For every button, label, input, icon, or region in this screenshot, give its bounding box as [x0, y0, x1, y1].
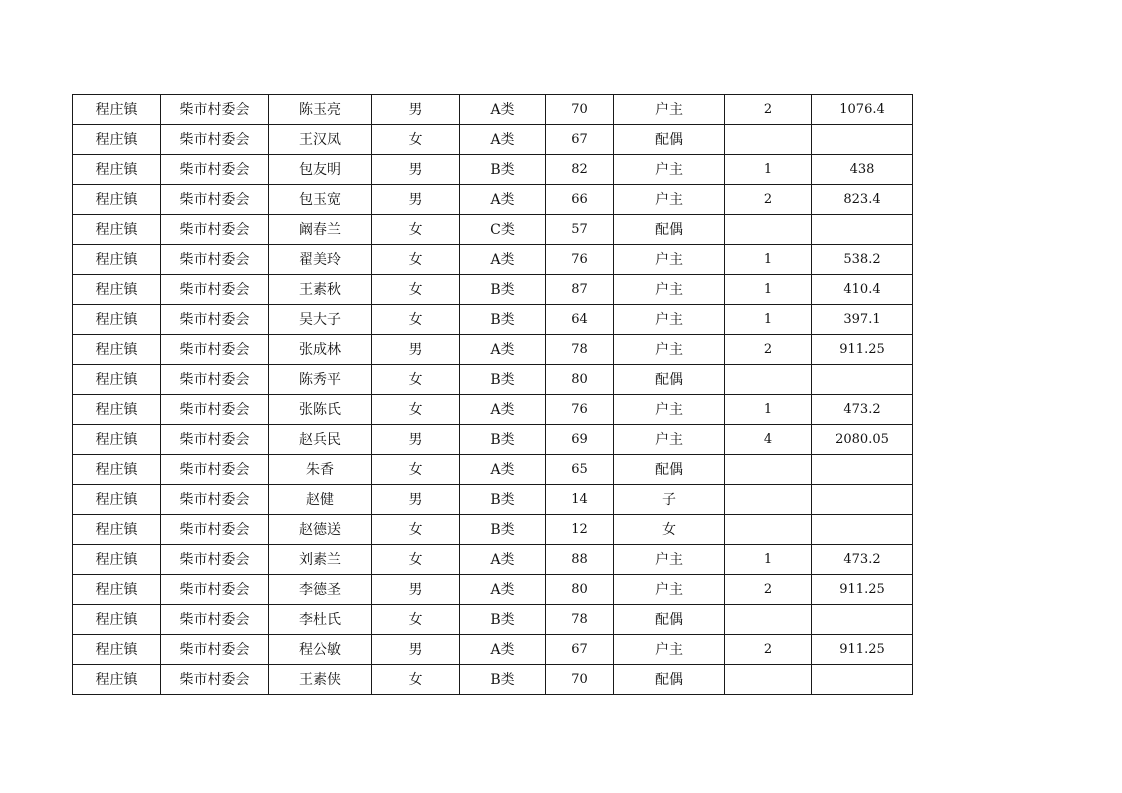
- table-row: [73, 245, 913, 275]
- relation-cell: 户主: [614, 575, 725, 605]
- town-cell: 程庄镇: [73, 515, 161, 545]
- village-cell: 柴市村委会: [161, 635, 269, 665]
- category-cell: A类: [460, 95, 546, 125]
- gender-cell: 女: [372, 215, 460, 245]
- town-cell: 程庄镇: [73, 635, 161, 665]
- amount-cell: 438: [812, 155, 913, 185]
- household-size-cell: 2: [725, 95, 812, 125]
- category-cell: B类: [460, 605, 546, 635]
- village-cell: 柴市村委会: [161, 485, 269, 515]
- name-cell: 李德圣: [269, 575, 372, 605]
- household-size-cell: [725, 515, 812, 545]
- amount-cell: [812, 455, 913, 485]
- village-cell: 柴市村委会: [161, 95, 269, 125]
- table-row: [73, 125, 913, 155]
- gender-cell: 女: [372, 395, 460, 425]
- household-size-cell: [725, 215, 812, 245]
- category-cell: C类: [460, 215, 546, 245]
- village-cell: 柴市村委会: [161, 575, 269, 605]
- table-row: [73, 335, 913, 365]
- name-cell: 吴大子: [269, 305, 372, 335]
- relation-cell: 户主: [614, 335, 725, 365]
- relation-cell: 女: [614, 515, 725, 545]
- age-cell: 14: [546, 485, 614, 515]
- household-size-cell: 1: [725, 275, 812, 305]
- relation-cell: 子: [614, 485, 725, 515]
- category-cell: A类: [460, 575, 546, 605]
- household-size-cell: [725, 365, 812, 395]
- relation-cell: 配偶: [614, 215, 725, 245]
- village-cell: 柴市村委会: [161, 515, 269, 545]
- category-cell: B类: [460, 305, 546, 335]
- relation-cell: 配偶: [614, 125, 725, 155]
- table-row: [73, 395, 913, 425]
- age-cell: 64: [546, 305, 614, 335]
- name-cell: 赵健: [269, 485, 372, 515]
- amount-cell: 911.25: [812, 575, 913, 605]
- amount-cell: [812, 365, 913, 395]
- age-cell: 82: [546, 155, 614, 185]
- town-cell: 程庄镇: [73, 245, 161, 275]
- category-cell: B类: [460, 515, 546, 545]
- village-cell: 柴市村委会: [161, 215, 269, 245]
- age-cell: 70: [546, 95, 614, 125]
- household-size-cell: 2: [725, 635, 812, 665]
- town-cell: 程庄镇: [73, 125, 161, 155]
- category-cell: A类: [460, 185, 546, 215]
- name-cell: 张成林: [269, 335, 372, 365]
- name-cell: 赵兵民: [269, 425, 372, 455]
- table-row: [73, 185, 913, 215]
- name-cell: 翟美玲: [269, 245, 372, 275]
- relation-cell: 户主: [614, 425, 725, 455]
- amount-cell: 410.4: [812, 275, 913, 305]
- amount-cell: [812, 485, 913, 515]
- town-cell: 程庄镇: [73, 95, 161, 125]
- village-cell: 柴市村委会: [161, 365, 269, 395]
- gender-cell: 男: [372, 635, 460, 665]
- age-cell: 69: [546, 425, 614, 455]
- village-cell: 柴市村委会: [161, 455, 269, 485]
- name-cell: 陈玉亮: [269, 95, 372, 125]
- table-row: [73, 95, 913, 125]
- village-cell: 柴市村委会: [161, 305, 269, 335]
- town-cell: 程庄镇: [73, 335, 161, 365]
- table-row: [73, 215, 913, 245]
- age-cell: 80: [546, 365, 614, 395]
- town-cell: 程庄镇: [73, 365, 161, 395]
- gender-cell: 女: [372, 545, 460, 575]
- relation-cell: 户主: [614, 305, 725, 335]
- relation-cell: 户主: [614, 545, 725, 575]
- category-cell: B类: [460, 275, 546, 305]
- town-cell: 程庄镇: [73, 425, 161, 455]
- age-cell: 12: [546, 515, 614, 545]
- age-cell: 57: [546, 215, 614, 245]
- town-cell: 程庄镇: [73, 485, 161, 515]
- town-cell: 程庄镇: [73, 605, 161, 635]
- age-cell: 67: [546, 635, 614, 665]
- name-cell: 王素侠: [269, 665, 372, 695]
- household-size-cell: 1: [725, 545, 812, 575]
- relation-cell: 配偶: [614, 455, 725, 485]
- gender-cell: 女: [372, 665, 460, 695]
- table-row: [73, 305, 913, 335]
- amount-cell: 473.2: [812, 395, 913, 425]
- name-cell: 张陈氏: [269, 395, 372, 425]
- table-row: [73, 275, 913, 305]
- household-size-cell: [725, 665, 812, 695]
- household-size-cell: [725, 455, 812, 485]
- table-row: [73, 665, 913, 695]
- household-size-cell: [725, 125, 812, 155]
- town-cell: 程庄镇: [73, 155, 161, 185]
- amount-cell: 473.2: [812, 545, 913, 575]
- table-row: [73, 635, 913, 665]
- gender-cell: 男: [372, 485, 460, 515]
- relation-cell: 配偶: [614, 665, 725, 695]
- age-cell: 76: [546, 395, 614, 425]
- table-row: [73, 365, 913, 395]
- table-row: [73, 545, 913, 575]
- relation-cell: 户主: [614, 185, 725, 215]
- amount-cell: 911.25: [812, 635, 913, 665]
- category-cell: A类: [460, 545, 546, 575]
- amount-cell: [812, 515, 913, 545]
- age-cell: 80: [546, 575, 614, 605]
- gender-cell: 女: [372, 125, 460, 155]
- amount-cell: 2080.05: [812, 425, 913, 455]
- name-cell: 程公敏: [269, 635, 372, 665]
- age-cell: 67: [546, 125, 614, 155]
- amount-cell: 1076.4: [812, 95, 913, 125]
- name-cell: 刘素兰: [269, 545, 372, 575]
- age-cell: 88: [546, 545, 614, 575]
- town-cell: 程庄镇: [73, 455, 161, 485]
- household-size-cell: 2: [725, 335, 812, 365]
- table-row: [73, 425, 913, 455]
- relation-cell: 配偶: [614, 605, 725, 635]
- table-row: [73, 605, 913, 635]
- gender-cell: 女: [372, 605, 460, 635]
- age-cell: 78: [546, 605, 614, 635]
- age-cell: 70: [546, 665, 614, 695]
- relation-cell: 户主: [614, 635, 725, 665]
- category-cell: B类: [460, 665, 546, 695]
- village-cell: 柴市村委会: [161, 665, 269, 695]
- village-cell: 柴市村委会: [161, 335, 269, 365]
- amount-cell: [812, 665, 913, 695]
- category-cell: A类: [460, 245, 546, 275]
- village-cell: 柴市村委会: [161, 245, 269, 275]
- village-cell: 柴市村委会: [161, 275, 269, 305]
- town-cell: 程庄镇: [73, 275, 161, 305]
- village-cell: 柴市村委会: [161, 185, 269, 215]
- town-cell: 程庄镇: [73, 545, 161, 575]
- relation-cell: 户主: [614, 245, 725, 275]
- age-cell: 87: [546, 275, 614, 305]
- household-size-cell: 1: [725, 305, 812, 335]
- village-cell: 柴市村委会: [161, 425, 269, 455]
- category-cell: B类: [460, 155, 546, 185]
- village-cell: 柴市村委会: [161, 605, 269, 635]
- town-cell: 程庄镇: [73, 665, 161, 695]
- table-row: [73, 575, 913, 605]
- table-row: [73, 155, 913, 185]
- name-cell: 陈秀平: [269, 365, 372, 395]
- gender-cell: 女: [372, 305, 460, 335]
- table-body: [73, 95, 913, 695]
- gender-cell: 男: [372, 335, 460, 365]
- gender-cell: 男: [372, 185, 460, 215]
- gender-cell: 男: [372, 425, 460, 455]
- gender-cell: 女: [372, 245, 460, 275]
- town-cell: 程庄镇: [73, 215, 161, 245]
- category-cell: A类: [460, 635, 546, 665]
- category-cell: A类: [460, 455, 546, 485]
- relation-cell: 户主: [614, 395, 725, 425]
- gender-cell: 男: [372, 575, 460, 605]
- village-cell: 柴市村委会: [161, 125, 269, 155]
- town-cell: 程庄镇: [73, 395, 161, 425]
- village-cell: 柴市村委会: [161, 545, 269, 575]
- household-size-cell: [725, 605, 812, 635]
- amount-cell: [812, 215, 913, 245]
- table-row: [73, 485, 913, 515]
- age-cell: 76: [546, 245, 614, 275]
- name-cell: 王素秋: [269, 275, 372, 305]
- town-cell: 程庄镇: [73, 575, 161, 605]
- amount-cell: 397.1: [812, 305, 913, 335]
- data-table: [72, 94, 913, 695]
- town-cell: 程庄镇: [73, 185, 161, 215]
- relation-cell: 户主: [614, 95, 725, 125]
- name-cell: 朱香: [269, 455, 372, 485]
- name-cell: 包玉宽: [269, 185, 372, 215]
- name-cell: 阚春兰: [269, 215, 372, 245]
- name-cell: 王汉凤: [269, 125, 372, 155]
- household-size-cell: 1: [725, 155, 812, 185]
- amount-cell: [812, 605, 913, 635]
- village-cell: 柴市村委会: [161, 155, 269, 185]
- name-cell: 包友明: [269, 155, 372, 185]
- age-cell: 65: [546, 455, 614, 485]
- name-cell: 赵德送: [269, 515, 372, 545]
- household-size-cell: 2: [725, 185, 812, 215]
- household-size-cell: 2: [725, 575, 812, 605]
- amount-cell: 538.2: [812, 245, 913, 275]
- age-cell: 66: [546, 185, 614, 215]
- amount-cell: 911.25: [812, 335, 913, 365]
- household-size-cell: 4: [725, 425, 812, 455]
- relation-cell: 户主: [614, 275, 725, 305]
- town-cell: 程庄镇: [73, 305, 161, 335]
- age-cell: 78: [546, 335, 614, 365]
- amount-cell: 823.4: [812, 185, 913, 215]
- village-cell: 柴市村委会: [161, 395, 269, 425]
- gender-cell: 女: [372, 275, 460, 305]
- household-size-cell: [725, 485, 812, 515]
- category-cell: B类: [460, 485, 546, 515]
- category-cell: B类: [460, 365, 546, 395]
- table-row: [73, 515, 913, 545]
- category-cell: A类: [460, 335, 546, 365]
- gender-cell: 男: [372, 95, 460, 125]
- gender-cell: 女: [372, 365, 460, 395]
- household-size-cell: 1: [725, 245, 812, 275]
- amount-cell: [812, 125, 913, 155]
- category-cell: A类: [460, 125, 546, 155]
- relation-cell: 配偶: [614, 365, 725, 395]
- gender-cell: 女: [372, 455, 460, 485]
- category-cell: B类: [460, 425, 546, 455]
- category-cell: A类: [460, 395, 546, 425]
- gender-cell: 女: [372, 515, 460, 545]
- table-row: [73, 455, 913, 485]
- gender-cell: 男: [372, 155, 460, 185]
- relation-cell: 户主: [614, 155, 725, 185]
- name-cell: 李杜氏: [269, 605, 372, 635]
- household-size-cell: 1: [725, 395, 812, 425]
